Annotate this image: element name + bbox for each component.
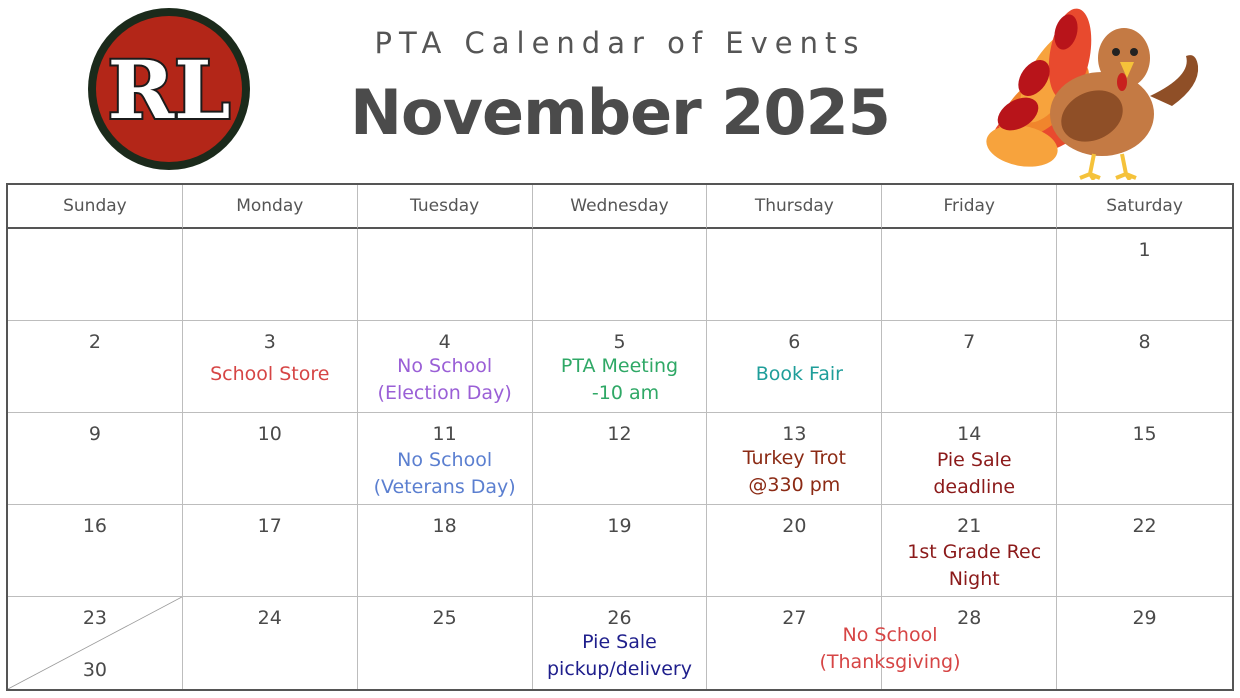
event-school-store: School Store xyxy=(210,363,330,385)
day-cell-7 xyxy=(882,321,1057,413)
day-cell-8 xyxy=(1057,321,1232,413)
day-cell-1 xyxy=(1057,229,1232,321)
day-cell-24 xyxy=(183,597,358,689)
day-number: 1 xyxy=(1138,239,1151,261)
weekday-header-tuesday: Tuesday xyxy=(358,185,533,229)
day-cell-empty xyxy=(882,229,1057,321)
event-thanksgiving xyxy=(790,622,990,676)
day-cell-20 xyxy=(707,505,882,597)
day-number: 26 xyxy=(607,607,632,629)
day-number: 29 xyxy=(1132,607,1157,629)
day-number: 25 xyxy=(432,607,457,629)
day-number: 20 xyxy=(782,515,807,537)
weekday-header-friday: Friday xyxy=(882,185,1057,229)
day-number: 4 xyxy=(438,331,451,353)
weekday-header-saturday: Saturday xyxy=(1057,185,1232,229)
day-number: 9 xyxy=(88,423,101,445)
calendar-grid xyxy=(6,183,1234,691)
page-title: November 2025 xyxy=(350,76,890,149)
day-cell-14 xyxy=(882,413,1057,505)
day-cell-10 xyxy=(183,413,358,505)
day-cell-29 xyxy=(1057,597,1232,689)
day-number: 15 xyxy=(1132,423,1157,445)
day-cell-empty xyxy=(707,229,882,321)
day-cell-19 xyxy=(533,505,708,597)
weekday-header-wednesday: Wednesday xyxy=(533,185,708,229)
day-cell-15 xyxy=(1057,413,1232,505)
day-cell-22 xyxy=(1057,505,1232,597)
event-pie-sale: Pie Sale xyxy=(936,449,1012,471)
day-number: 8 xyxy=(1138,331,1151,353)
day-number: 5 xyxy=(613,331,626,353)
event-pie-sale: Pie Sale xyxy=(582,631,657,653)
event-pie-deadline: deadline xyxy=(933,476,1016,498)
day-cell-empty xyxy=(183,229,358,321)
day-number: 27 xyxy=(782,607,807,629)
event-no-school: No School xyxy=(842,624,938,646)
day-number: 16 xyxy=(82,515,108,537)
day-number: 10 xyxy=(257,423,282,445)
day-number: 12 xyxy=(607,423,632,445)
day-cell-empty xyxy=(533,229,708,321)
day-cell-9 xyxy=(8,413,183,505)
day-cell-2 xyxy=(8,321,183,413)
day-cell-empty xyxy=(8,229,183,321)
day-number: 28 xyxy=(957,607,982,629)
event-pta-meeting: PTA Meeting xyxy=(560,355,679,377)
event-night: Night xyxy=(948,568,1000,590)
page-subtitle: PTA Calendar of Events xyxy=(374,26,866,60)
day-number: 19 xyxy=(607,515,632,537)
day-number: 13 xyxy=(782,423,807,445)
day-number: 23 xyxy=(82,607,108,629)
logo-text: RL xyxy=(107,43,231,137)
day-cell-empty xyxy=(358,229,533,321)
weekday-header-monday: Monday xyxy=(183,185,358,229)
day-cell-18 xyxy=(358,505,533,597)
event-thanksgiving-label: (Thanksgiving) xyxy=(819,651,961,673)
day-number: 11 xyxy=(432,423,457,445)
day-number: 21 xyxy=(957,515,982,537)
event-no-school: No School xyxy=(397,355,493,377)
event-first-grade-rec: 1st Grade Rec xyxy=(907,541,1042,563)
event-pie-pickup: pickup/delivery xyxy=(546,658,692,680)
day-number: 2 xyxy=(88,331,101,353)
day-cell-25 xyxy=(358,597,533,689)
turkey-illustration xyxy=(982,6,1214,180)
day-cell-16 xyxy=(8,505,183,597)
event-no-school: No School xyxy=(397,449,493,471)
event-election-day: (Election Day) xyxy=(377,382,512,404)
event-turkey-trot: Turkey Trot xyxy=(742,447,846,469)
day-cell-11 xyxy=(358,413,533,505)
day-cell-17 xyxy=(183,505,358,597)
day-cell-21 xyxy=(882,505,1057,597)
school-logo xyxy=(86,6,252,172)
day-cell-3 xyxy=(183,321,358,413)
day-number: 6 xyxy=(788,331,801,353)
event-pta-time: -10 am xyxy=(591,382,660,404)
day-number: 14 xyxy=(957,423,982,445)
day-number: 24 xyxy=(257,607,282,629)
day-number: 3 xyxy=(263,331,276,353)
day-number: 17 xyxy=(257,515,282,537)
weekday-header-sunday: Sunday xyxy=(8,185,183,229)
day-cell-5 xyxy=(533,321,708,413)
day-cell-4 xyxy=(358,321,533,413)
day-number: 7 xyxy=(963,331,976,353)
weekday-header-thursday: Thursday xyxy=(707,185,882,229)
day-cell-13 xyxy=(707,413,882,505)
event-turkey-time: @330 pm xyxy=(748,474,841,496)
day-number: 22 xyxy=(1132,515,1157,537)
event-veterans-day: (Veterans Day) xyxy=(373,476,516,498)
day-cell-26 xyxy=(533,597,708,689)
day-cell-6 xyxy=(707,321,882,413)
day-number: 18 xyxy=(432,515,457,537)
event-book-fair: Book Fair xyxy=(755,363,843,385)
day-cell-12 xyxy=(533,413,708,505)
day-cell-23-30 xyxy=(8,597,183,689)
day-number: 30 xyxy=(82,659,108,681)
